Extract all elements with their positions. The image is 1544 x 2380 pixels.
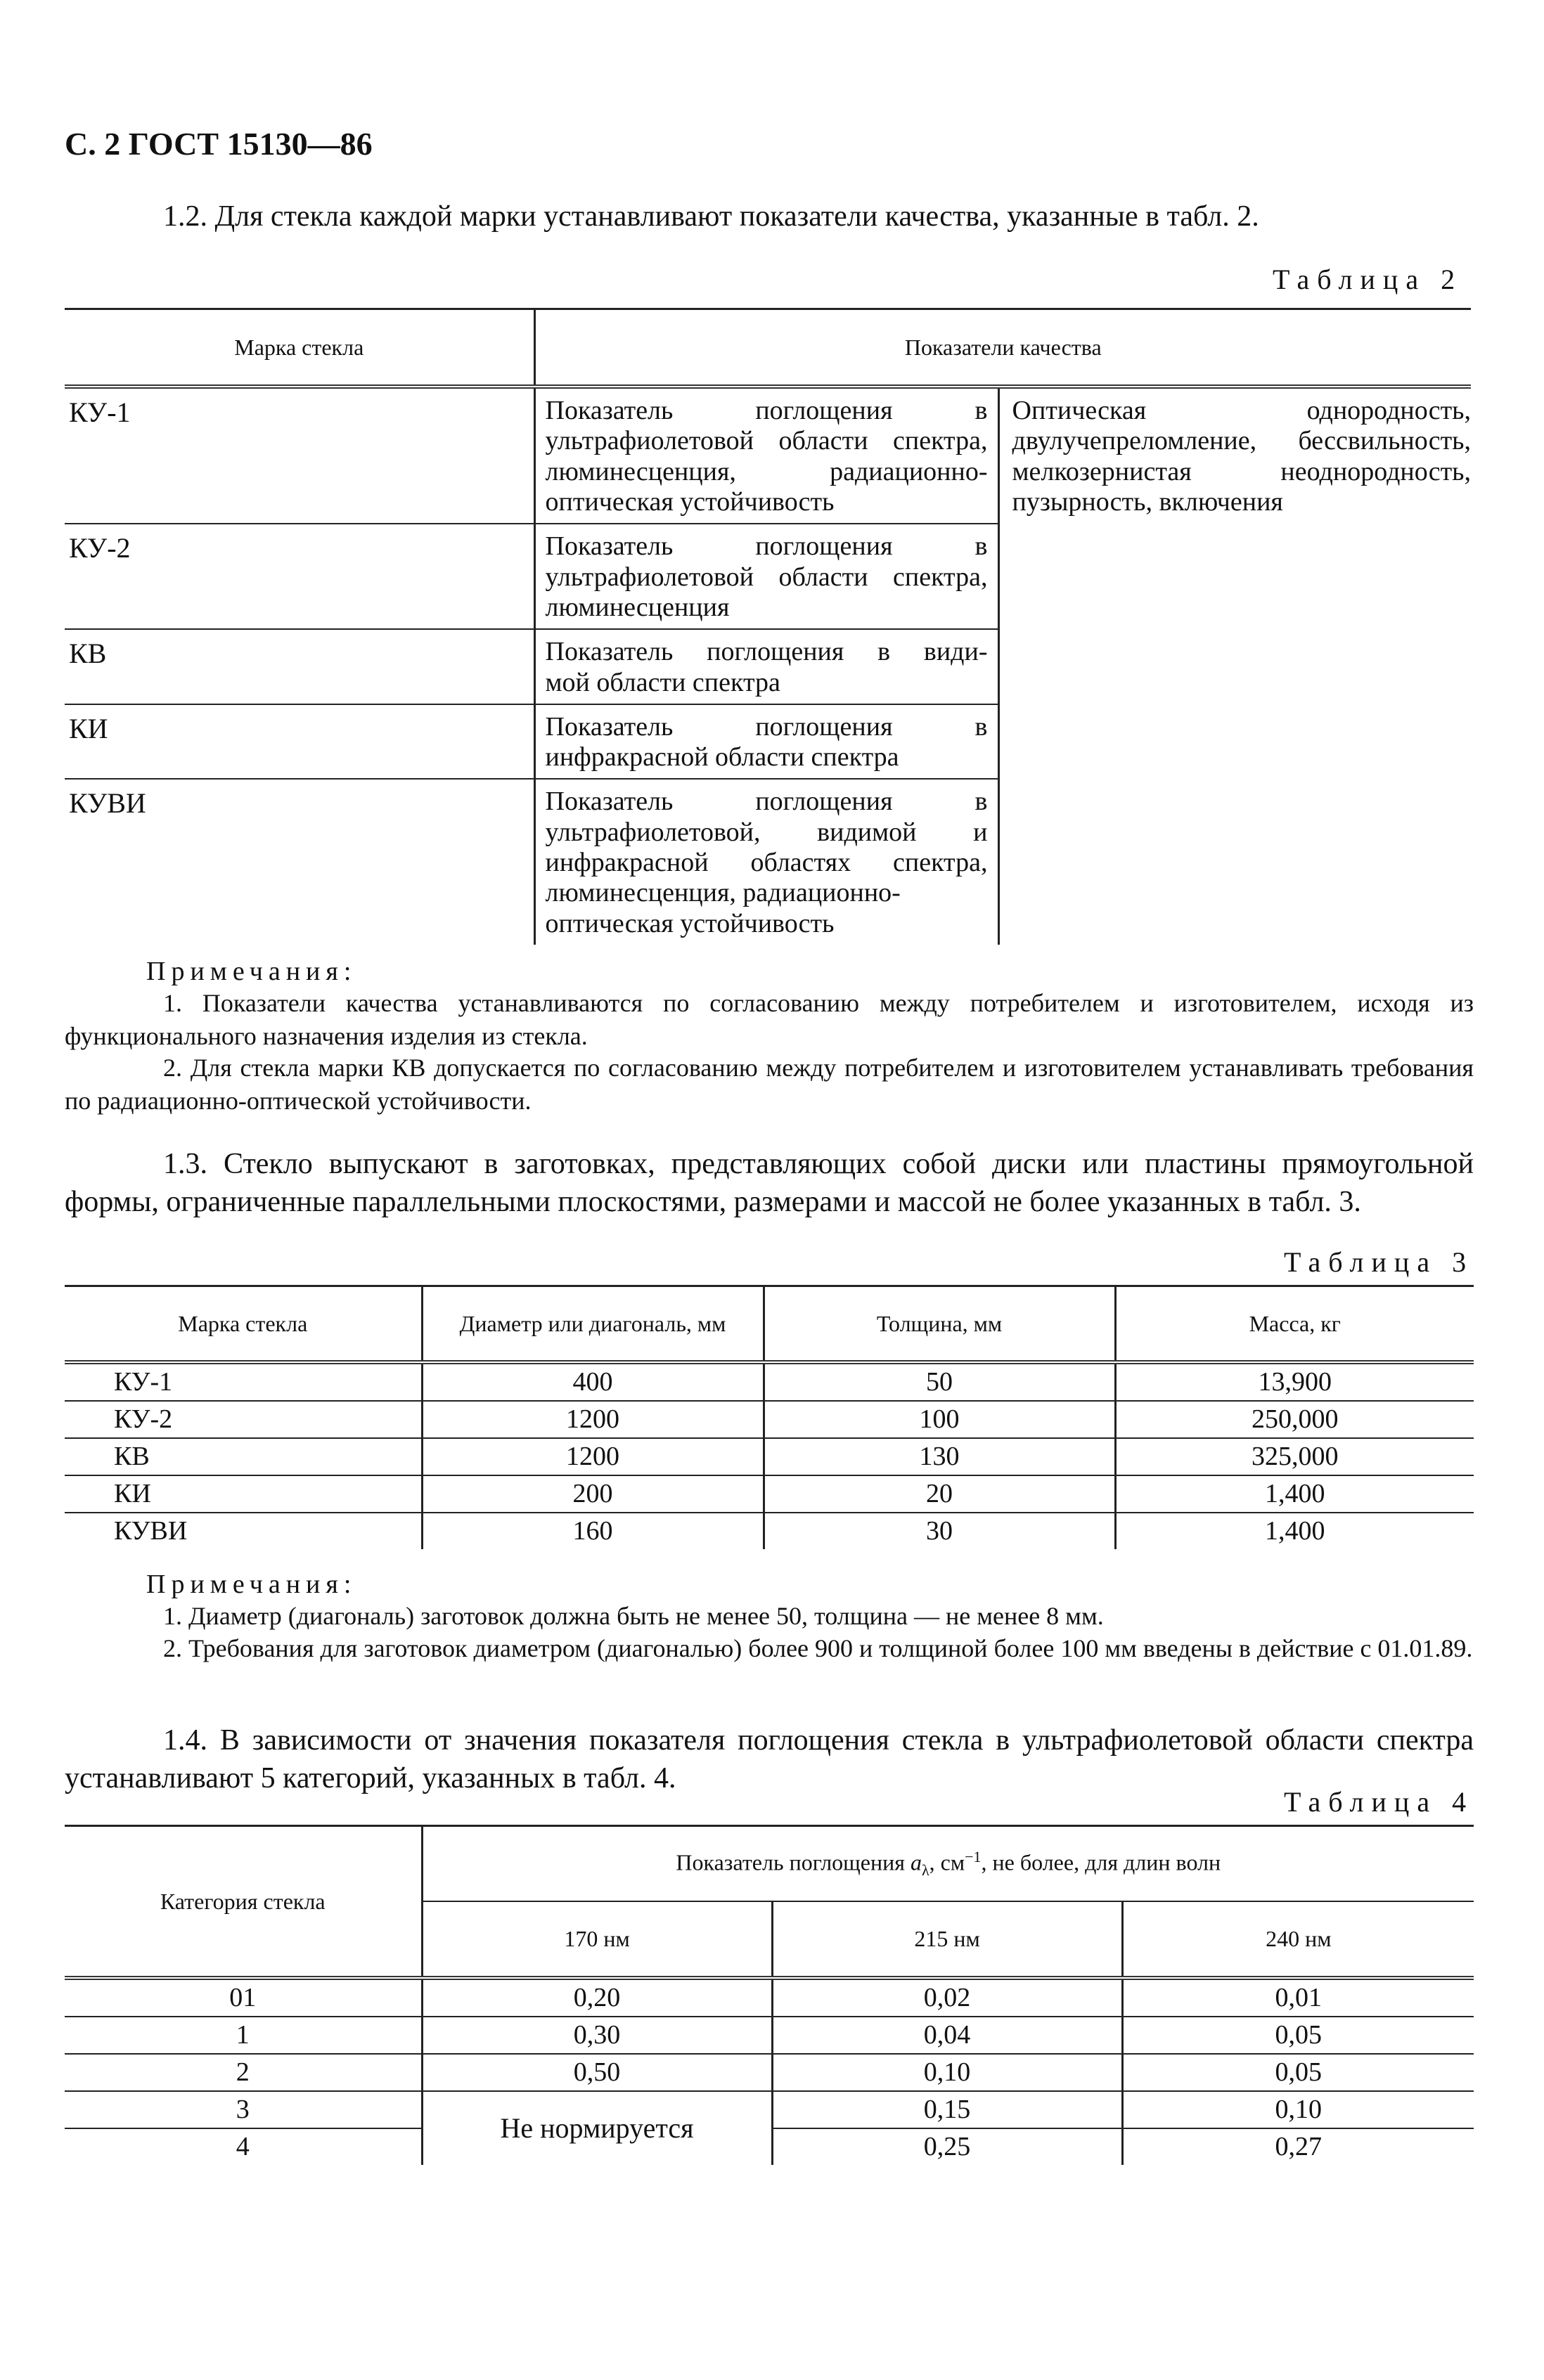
table-3-cell: 200 bbox=[422, 1475, 764, 1513]
table-4-row bbox=[65, 1978, 1474, 2017]
table-3-cell: 400 bbox=[422, 1362, 764, 1401]
table-4-row bbox=[65, 2054, 1474, 2091]
table-3-caption: Таблица 3 bbox=[1284, 1246, 1474, 1278]
table-4-cell: 3 bbox=[65, 2091, 422, 2128]
notes-3-title: Примечания: bbox=[146, 1570, 357, 1599]
table-2-mark: КУ-1 bbox=[65, 387, 534, 524]
table-4-header-absorption: Показатель поглощения $a_\lambda$, $см^{-1}$, не более, для длин волн bbox=[422, 1826, 1474, 1901]
table-4-cell: 0,01 bbox=[1122, 1978, 1474, 2017]
table-3-cell: КУВИ bbox=[114, 1516, 188, 1546]
table-4-cell: 0,04 bbox=[772, 2017, 1122, 2054]
table-2-indicators: Показатель поглощения в ультрафиолетовой области спектра, люминесценция, радиационно- оптическая устойчивость bbox=[534, 387, 998, 524]
table-3-row bbox=[65, 1513, 1474, 1549]
table-3-cell: КВ bbox=[65, 1438, 422, 1475]
table-3-cell: 100 bbox=[764, 1401, 1115, 1438]
table-3-header: Толщина, мм bbox=[764, 1286, 1115, 1363]
table-2-caption: Таблица 2 bbox=[1273, 264, 1463, 295]
table-2-header-mark: Марка стекла bbox=[65, 309, 534, 387]
table-3-cell: 1,400 bbox=[1115, 1475, 1474, 1513]
table-3-cell: КУ-1 bbox=[65, 1362, 422, 1401]
notes-3-item: 1. Диаметр (диагональ) заготовок должна быть не менее 50, толщина — не менее 8 мм. bbox=[163, 1602, 1104, 1630]
table-2-mark: КВ bbox=[65, 629, 534, 704]
table-3-row bbox=[65, 1438, 1474, 1475]
paragraph-1-3: 1.3. Стекло выпускают в заготовках, представляющих собой диски или пластины прямоугольной формы, ограниченные параллельными плоскостями, размерами и массой не более указанных в табл. 3. bbox=[65, 1148, 1474, 1218]
table-4-cell: 2 bbox=[65, 2054, 422, 2091]
table-3-cell: 1200 bbox=[422, 1438, 764, 1475]
notes-2-title: Примечания: bbox=[146, 957, 357, 986]
table-4-header-wavelength: 215 нм bbox=[772, 1901, 1122, 1978]
table-4-cell: 0,10 bbox=[1122, 2091, 1474, 2128]
paragraph-1-2: 1.2. Для стекла каждой марки устанавливают показатели качества, указанные в табл. 2. bbox=[163, 200, 1259, 233]
table-4-header-category: Категория стекла bbox=[65, 1826, 422, 1979]
table-2-indicators: Показатель поглощения в види- мой области спектра bbox=[534, 629, 998, 704]
table-3-cell: 250,000 bbox=[1115, 1401, 1474, 1438]
table-3-header: Масса, кг bbox=[1115, 1286, 1474, 1363]
table-2 bbox=[65, 308, 1471, 945]
table-3-cell: 130 bbox=[764, 1438, 1115, 1475]
table-4-row bbox=[65, 2017, 1474, 2054]
table-3-cell: 13,900 bbox=[1115, 1362, 1474, 1401]
table-4-cell: 1 bbox=[65, 2017, 422, 2054]
table-4-cell: 0,15 bbox=[772, 2091, 1122, 2128]
table-4-cell: 0,50 bbox=[422, 2054, 772, 2091]
table-4-cell: 0,02 bbox=[772, 1978, 1122, 2017]
table-4-cell: 0,10 bbox=[772, 2054, 1122, 2091]
table-4-cell: 0,25 bbox=[772, 2128, 1122, 2165]
paragraph-1-4: 1.4. В зависимости от значения показателя поглощения стекла в ультрафиолетовой области спектра устанавливают 5 категорий, указанных в табл. 4. bbox=[65, 1724, 1474, 1794]
table-3-cell: 50 bbox=[764, 1362, 1115, 1401]
notes-2-item: 2. Для стекла марки КВ допускается по согласованию между потребителем и изготовителем устанавливать требования по радиационно-оптической устойчивости. bbox=[65, 1054, 1474, 1115]
table-3-cell: 160 bbox=[422, 1513, 764, 1549]
notes-2-item: 1. Показатели качества устанавливаются по согласованию между потребителем и изготовителем, исходя из функционального назначения изделия из стекла. bbox=[65, 989, 1474, 1050]
table-3 bbox=[65, 1285, 1474, 1549]
table-3-row bbox=[65, 1475, 1474, 1513]
table-2-indicators: Показатель поглощения в инфракрасной области спектра bbox=[534, 704, 998, 780]
table-2-common-indicators: Оптическая однородность, двулучепреломление, бессвильность, мелкозернистая неоднородность, пузырность, включения bbox=[1012, 396, 1472, 517]
table-4-caption: Таблица 4 bbox=[1284, 1786, 1474, 1818]
table-3-header: Диаметр или диагональ, мм bbox=[422, 1286, 764, 1363]
table-3-cell: 1,400 bbox=[1115, 1513, 1474, 1549]
notes-3-item: 2. Требования для заготовок диаметром (диагональю) более 900 и толщиной более 100 мм введены в действие с 01.01.89. bbox=[163, 1634, 1473, 1662]
table-3-cell: 325,000 bbox=[1115, 1438, 1474, 1475]
table-4-cell: 0,30 bbox=[422, 2017, 772, 2054]
table-3-cell: 1200 bbox=[422, 1401, 764, 1438]
table-4-cell: 0,05 bbox=[1122, 2017, 1474, 2054]
table-2-indicators: Показатель поглощения в ультрафиолетовой области спектра, люминесценция bbox=[534, 524, 998, 629]
table-4 bbox=[65, 1825, 1474, 2165]
table-3-cell: КИ bbox=[65, 1475, 422, 1513]
table-2-mark: КУВИ bbox=[65, 779, 534, 945]
table-2-mark: КИ bbox=[65, 704, 534, 780]
table-4-not-normed: Не нормируется bbox=[422, 2091, 772, 2165]
table-2-header-indicators: Показатели качества bbox=[534, 309, 1471, 387]
table-3-cell: 30 bbox=[764, 1513, 1115, 1549]
table-4-cell: 0,27 bbox=[1122, 2128, 1474, 2165]
table-4-cell: 0,20 bbox=[422, 1978, 772, 2017]
table-4-cell: 0,05 bbox=[1122, 2054, 1474, 2091]
table-3-row bbox=[65, 1401, 1474, 1438]
table-2-mark: КУ-2 bbox=[65, 524, 534, 629]
table-2-indicators: Показатель поглощения в ультрафиолетовой, видимой и инфракрасной областях спектра, люминесценция, радиационно- оптическая устойчивость bbox=[534, 779, 998, 945]
table-4-header-wavelength: 170 нм bbox=[422, 1901, 772, 1978]
page-header: С. 2 ГОСТ 15130—86 bbox=[65, 126, 373, 162]
table-3-cell: 20 bbox=[764, 1475, 1115, 1513]
table-3-row bbox=[65, 1362, 1474, 1401]
table-3-cell: КУ-2 bbox=[65, 1401, 422, 1438]
table-4-row bbox=[65, 2091, 1474, 2128]
table-4-cell: 01 bbox=[65, 1978, 422, 2017]
table-3-header: Марка стекла bbox=[65, 1286, 422, 1363]
table-4-header-wavelength: 240 нм bbox=[1122, 1901, 1474, 1978]
table-4-cell: 4 bbox=[236, 2132, 250, 2161]
